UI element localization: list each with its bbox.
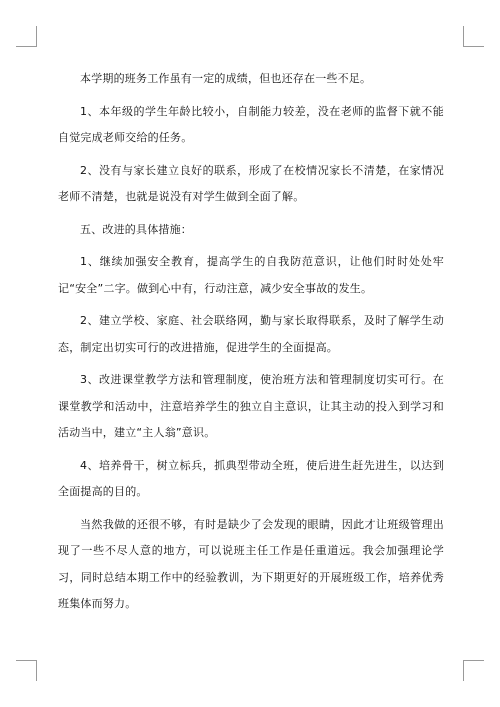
- paragraph: 4、培养骨干，树立标兵，抓典型带动全班，使后进生赶先进生，以达到全面提高的目的。: [58, 458, 444, 498]
- paragraph: 本学期的班务工作虽有一定的成绩，但也还存在一些不足。: [80, 72, 372, 85]
- paragraph: 1、本年级的学生年龄比较小，自制能力较差，没在老师的监督下就不能自觉完成老师交给的任务。: [58, 104, 444, 144]
- crop-mark-bottom-right: [463, 660, 484, 681]
- paragraph: 1、继续加强安全教育，提高学生的自我防范意识，让他们时时处处牢记“安全”二字。做到心中有，行动注意，减少安全事故的发生。: [58, 255, 444, 295]
- paragraph: 当然我做的还很不够，有时是缺少了会发现的眼睛，因此才让班级管理出现了一些不尽人意的地方，可以说班主任工作是任重道远。我会加强理论学习，同时总结本期工作中的经验教训，为下期更好的开展班级工作，培养优秀班集体而努力。: [58, 517, 444, 610]
- paragraph: 3、改进课堂教学方法和管理制度，使治班方法和管理制度切实可行。在课堂教学和活动中，注意培养学生的独立自主意识，让其主动的投入到学习和活动当中，建立“主人翁”意识。: [58, 373, 444, 439]
- paragraph: 2、建立学校、家庭、社会联络网，勤与家长取得联系，及时了解学生动态，制定出切实可行的改进措施，促进学生的全面提高。: [58, 314, 444, 354]
- paragraph: 2、没有与家长建立良好的联系，形成了在校情况家长不清楚，在家情况老师不清楚，也就是说没有对学生做到全面了解。: [58, 163, 444, 203]
- crop-mark-top-left: [16, 26, 37, 47]
- document-body: [58, 66, 444, 624]
- crop-mark-top-right: [463, 26, 484, 47]
- crop-mark-bottom-left: [16, 660, 37, 681]
- section-heading: 五、改进的具体措施：: [80, 222, 192, 236]
